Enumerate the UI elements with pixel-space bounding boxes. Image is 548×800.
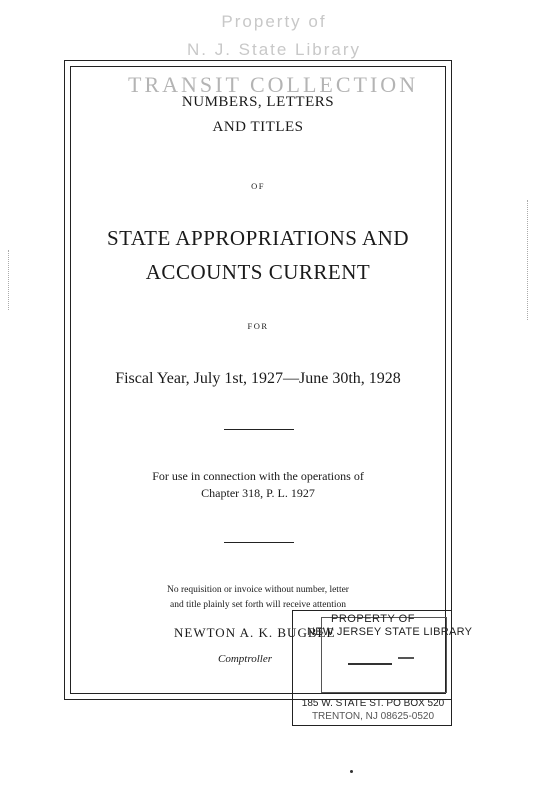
stamp-handwriting-mark — [348, 663, 392, 665]
for-label: FOR — [247, 321, 269, 331]
library-property-stamp — [292, 610, 473, 726]
notice-line-2: and title plainly set forth will receive attention — [170, 600, 346, 610]
title-line-1: NUMBERS, LETTERS — [181, 94, 335, 110]
notice-line-1: No requisition or invoice without number, letter — [167, 585, 349, 595]
faint-property-stamp-line: Property of — [221, 12, 327, 31]
stamp-line-2: NEW JERSEY STATE LIBRARY — [307, 626, 473, 638]
usage-line-2: Chapter 318, P. L. 1927 — [201, 486, 315, 500]
scan-speck — [350, 770, 353, 773]
margin-scan-mark-left — [8, 250, 9, 310]
of-label: OF — [251, 181, 265, 191]
stamp-line-1: PROPERTY OF — [331, 613, 415, 625]
signatory-title: Comptroller — [218, 653, 272, 665]
stamp-line-3: 185 W. STATE ST. PO BOX 520 — [301, 698, 445, 709]
divider-rule-1 — [224, 429, 294, 430]
stamp-line-4: TRENTON, NJ 08625-0520 — [311, 711, 435, 722]
fiscal-year: Fiscal Year, July 1st, 1927—June 30th, 1928 — [115, 370, 401, 387]
margin-scan-mark — [527, 200, 528, 320]
signatory-name: NEWTON A. K. BUGBEE — [174, 625, 336, 640]
title-line-3: STATE APPROPRIATIONS AND — [106, 226, 410, 250]
faded-collection-stamp: TRANSIT COLLECTION — [128, 72, 419, 97]
usage-line-1: For use in connection with the operations of — [152, 469, 364, 483]
stamp-handwriting-mark-2 — [398, 657, 414, 659]
title-line-2: AND TITLES — [212, 119, 304, 135]
title-line-4: ACCOUNTS CURRENT — [145, 260, 371, 284]
faint-library-stamp-line: N. J. State Library — [186, 40, 362, 59]
divider-rule-2 — [224, 542, 294, 543]
